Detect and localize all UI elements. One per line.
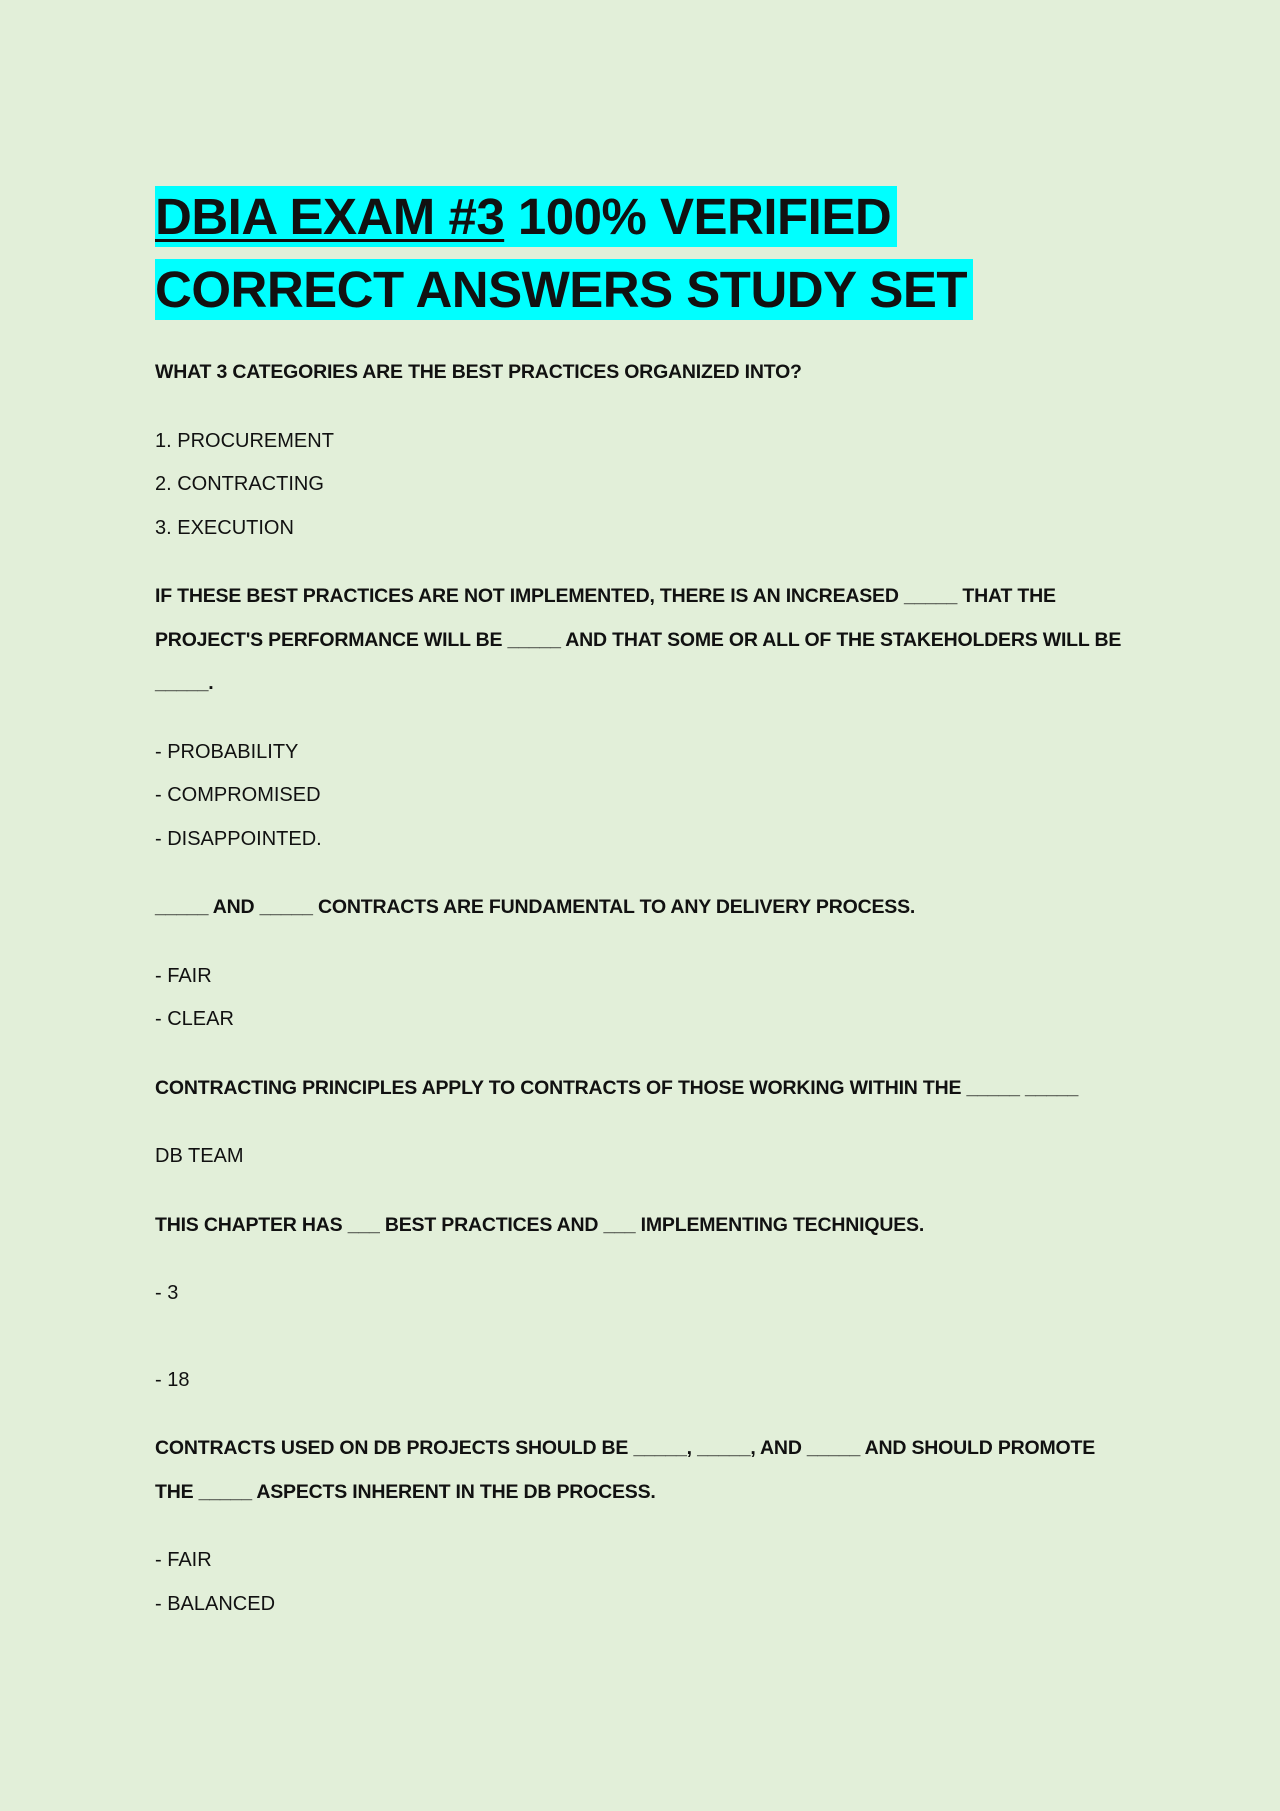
answer-4-1: DB TEAM — [155, 1145, 244, 1167]
answer-2-1: - PROBABILITY — [155, 740, 299, 763]
answer-3-2: - CLEAR — [155, 1008, 234, 1030]
question-1: WHAT 3 CATEGORIES ARE THE BEST PRACTICES ORGANIZED INTO? — [155, 361, 802, 383]
answer-1-1: 1. PROCUREMENT — [155, 429, 334, 452]
answer-1-3: 3. EXECUTION — [155, 516, 294, 539]
question-4: CONTRACTING PRINCIPLES APPLY TO CONTRACTS OF THOSE WORKING WITHIN THE _____ _____ — [155, 1076, 1079, 1099]
answer-5-1: - 3 — [155, 1282, 179, 1304]
qa-block-1 — [155, 351, 1135, 550]
answer-2-2: - COMPROMISED — [155, 784, 321, 806]
question-2-line-2: PROJECT'S PERFORMANCE WILL BE _____ AND THAT SOME OR ALL OF THE STAKEHOLDERS WILL BE — [155, 628, 1122, 651]
qa-block-2 — [155, 575, 1135, 861]
question-2-line-1: IF THESE BEST PRACTICES ARE NOT IMPLEMENTED, THERE IS AN INCREASED _____ THAT THE — [155, 585, 1056, 607]
answer-6-2: - BALANCED — [155, 1592, 276, 1615]
title-line2: CORRECT ANSWERS STUDY SET — [155, 261, 968, 318]
qa-block-4 — [155, 1067, 1135, 1179]
document-title — [155, 180, 1135, 326]
answer-6-1: - FAIR — [155, 1549, 212, 1571]
qa-block-5 — [155, 1204, 1135, 1403]
title-line1-rest: 100% VERIFIED — [504, 188, 892, 245]
answer-3-1: - FAIR — [155, 964, 212, 987]
question-5: THIS CHAPTER HAS ___ BEST PRACTICES AND ___ IMPLEMENTING TECHNIQUES. — [155, 1213, 925, 1236]
question-6-line-1: CONTRACTS USED ON DB PROJECTS SHOULD BE _____, _____, AND _____ AND SHOULD PROMOTE — [155, 1437, 1096, 1459]
title-highlight — [155, 186, 973, 320]
question-2-line-3: _____. — [155, 672, 214, 694]
qa-block-6 — [155, 1427, 1135, 1626]
question-6-line-2: THE _____ ASPECTS INHERENT IN THE DB PROCESS. — [155, 1480, 656, 1503]
title-underlined: DBIA EXAM #3 — [155, 188, 505, 245]
answer-2-3: - DISAPPOINTED. — [155, 827, 322, 850]
question-3: _____ AND _____ CONTRACTS ARE FUNDAMENTAL TO ANY DELIVERY PROCESS. — [155, 896, 916, 918]
answer-5-2: - 18 — [155, 1368, 190, 1391]
document-page — [155, 180, 1135, 1626]
answer-1-2: 2. CONTRACTING — [155, 473, 324, 495]
qa-block-3 — [155, 886, 1135, 1042]
